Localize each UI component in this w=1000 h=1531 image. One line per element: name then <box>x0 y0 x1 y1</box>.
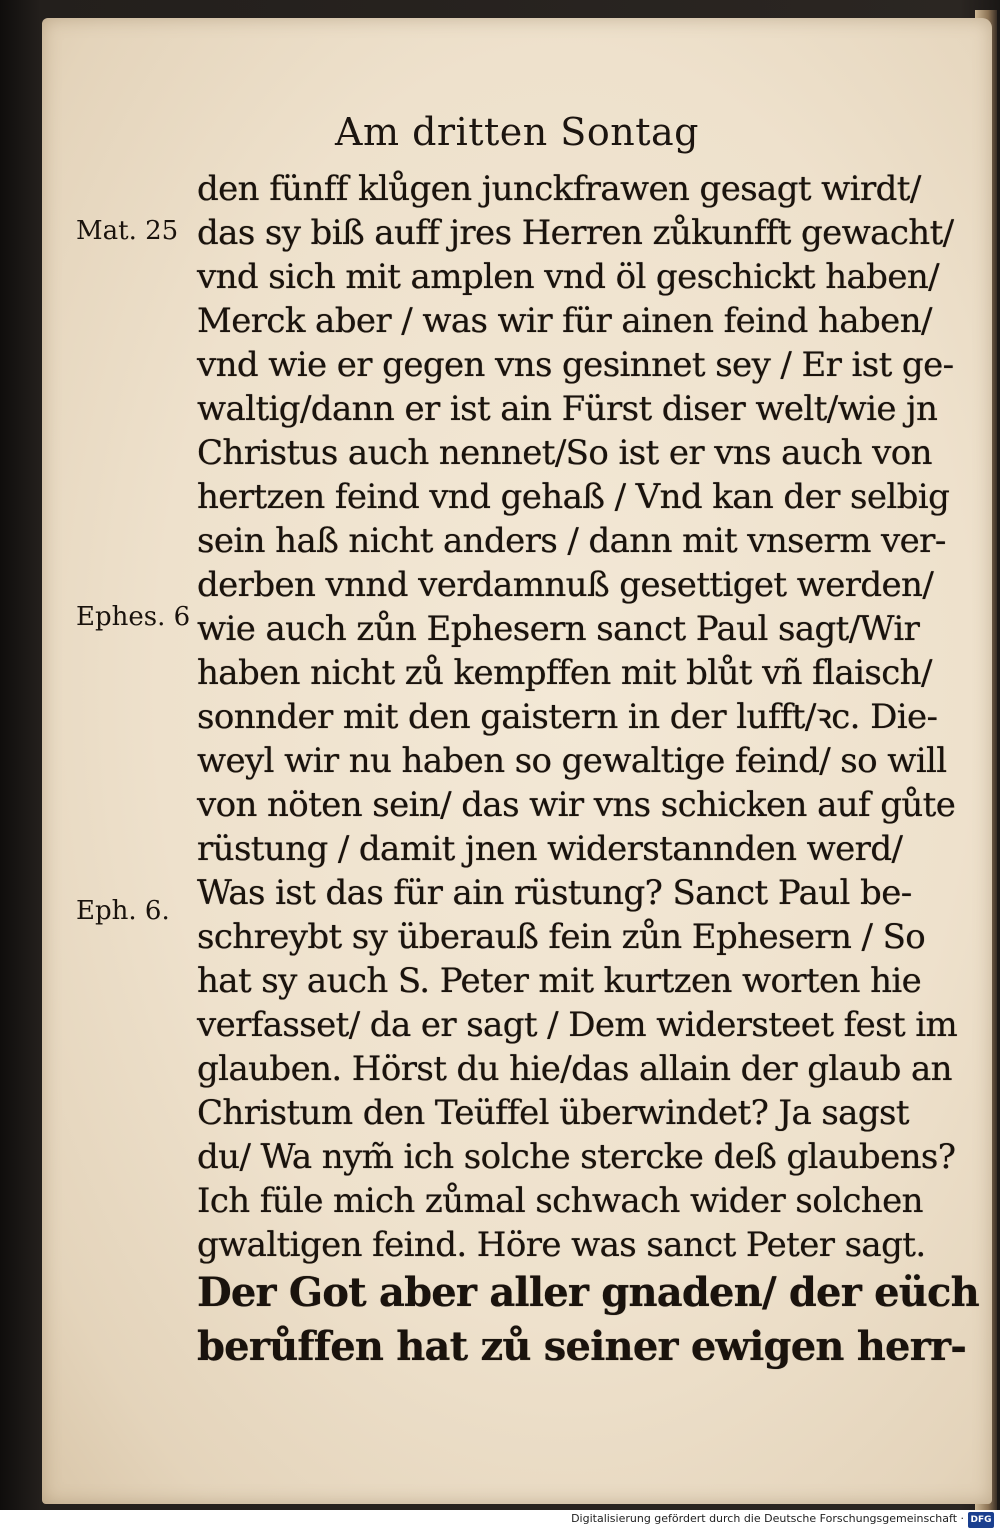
text-line: hat sy auch S. Peter mit kurtzen worten hie <box>197 961 922 1001</box>
footer-credit: Digitalisierung gefördert durch die Deutsche Forschungsgemeinschaft · <box>571 1512 964 1525</box>
text-line: sein haß nicht anders / dann mit vnserm ver- <box>197 521 946 561</box>
text-line: hertzen feind vnd gehaß / Vnd kan der selbig <box>197 477 950 517</box>
text-line: den fünff klůgen junckfrawen gesagt wirdt/ <box>197 169 921 209</box>
margin-note-eph: Eph. 6. <box>76 896 170 926</box>
margin-note-mat: Mat. 25 <box>76 216 179 246</box>
text-line: rüstung / damit jnen widerstannden werd/ <box>197 829 903 869</box>
text-line: Christus auch nennet/So ist er vns auch von <box>197 433 932 473</box>
text-line-large: Der Got aber aller gnaden/ der eüch <box>197 1269 979 1316</box>
text-line: waltig/dann er ist ain Fürst diser welt/wie jn <box>197 389 938 429</box>
book-page <box>42 18 992 1504</box>
running-head: Am dritten Sontag <box>335 110 699 154</box>
text-line: wie auch zůn Ephesern sanct Paul sagt/Wir <box>197 609 920 649</box>
text-line: haben nicht zů kempffen mit blůt vñ flaisch/ <box>197 653 932 693</box>
text-line: weyl wir nu haben so gewaltige feind/ so will <box>197 741 947 781</box>
footer-bar <box>0 1510 1000 1531</box>
text-line: Ich füle mich zůmal schwach wider solchen <box>197 1181 923 1221</box>
text-line: von nöten sein/ das wir vns schicken auf gůte <box>197 785 956 825</box>
text-line: verfasset/ da er sagt / Dem widersteet fest im <box>197 1005 958 1045</box>
text-line: Was ist das für ain rüstung? Sanct Paul be- <box>197 873 912 913</box>
text-line: vnd sich mit amplen vnd öl geschickt haben/ <box>197 257 940 297</box>
text-line: vnd wie er gegen vns gesinnet sey / Er ist ge- <box>197 345 954 385</box>
dfg-logo-icon: DFG <box>968 1512 994 1528</box>
text-line: das sy biß auff jres Herren zůkunfft gewacht/ <box>197 213 954 253</box>
text-line: Merck aber / was wir für ainen feind haben/ <box>197 301 932 341</box>
text-line: derben vnnd verdamnuß gesettiget werden/ <box>197 565 934 605</box>
text-line: glauben. Hörst du hie/das allain der glaub an <box>197 1049 952 1089</box>
text-line-large: berůffen hat zů seiner ewigen herr- <box>197 1323 967 1370</box>
text-line: gwaltigen feind. Höre was sanct Peter sagt. <box>197 1225 926 1265</box>
text-line: Christum den Teüffel überwindet? Ja sagst <box>197 1093 909 1133</box>
text-line: schreybt sy überauß fein zůn Ephesern / So <box>197 917 926 957</box>
text-line: sonnder mit den gaistern in der lufft/ꝛc. Die- <box>197 697 938 737</box>
text-line: du/ Wa nym̃ ich solche stercke deß glaubens? <box>197 1137 956 1177</box>
margin-note-ephes: Ephes. 6 <box>76 602 191 632</box>
